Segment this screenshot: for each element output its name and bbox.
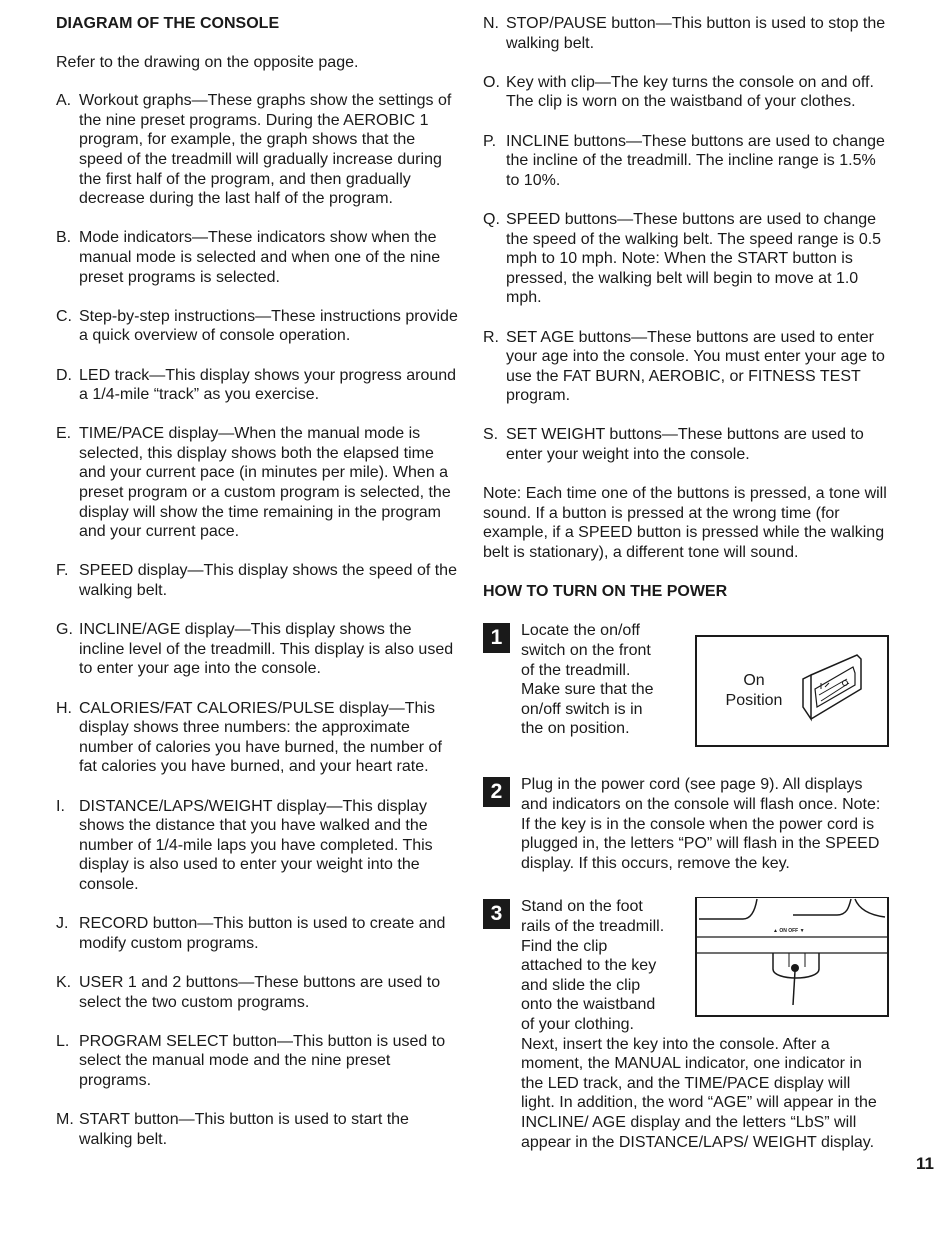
key-insertion-figure xyxy=(695,897,889,1017)
section-title-power: HOW TO TURN ON THE POWER xyxy=(483,583,728,601)
list-item-q: Q. SPEED buttons—These buttons are used to change the speed of the walking belt. The speed range is 0.5 mph to 10 mph. Note: When the START button is pressed, the walking belt will begin to move at 1.0 mph. xyxy=(483,210,882,307)
list-item-j: J. RECORD button—This button is used to create and modify custom programs. xyxy=(56,915,446,952)
list-item-h: H. CALORIES/FAT CALORIES/PULSE display—This display shows three numbers: the approximate number of calories you have burned, the number of fat calories you have burned, and your heart rate. xyxy=(56,699,442,776)
switch-icon xyxy=(799,649,869,729)
right-column xyxy=(483,14,888,1152)
list-item-r: R. SET AGE buttons—These buttons are used to enter your age into the console. You must enter your age to use the FAT BURN, AEROBIC, or FITNESS TEST program. xyxy=(483,328,885,405)
tone-note: Note: Each time one of the buttons is pressed, a tone will sound. If a button is pressed at the wrong time (for example, if a SPEED button is pressed while the walking belt is stationary), a different tone will sound. xyxy=(483,485,887,562)
list-item-o: O. Key with clip—The key turns the console on and off. The clip is worn on the waistband of your clothes. xyxy=(483,73,874,111)
on-position-label: On Position xyxy=(725,672,783,709)
list-item-p: P. INCLINE buttons—These buttons are used to change the incline of the treadmill. The incline range is 1.5% to 10%. xyxy=(483,132,885,189)
step-2-text: Plug in the power cord (see page 9). All displays and indicators on the console will flash once. Note: If the key is in the console when the power cord is plugged in, the letters “PO” will flash in the SPEED display. If this occurs, remove the key. xyxy=(521,776,881,872)
step-number-2: 2 xyxy=(483,777,510,807)
list-item-f: F. SPEED display—This display shows the speed of the walking belt. xyxy=(56,562,457,600)
intro-text: Refer to the drawing on the opposite page. xyxy=(56,53,359,71)
on-position-figure xyxy=(695,635,889,747)
step-3-text: Stand on the foot rails of the treadmill. Find the clip attached to the key and slide the clip onto the waistband of your clothing. xyxy=(521,898,665,1033)
list-item-e: E. TIME/PACE display—When the manual mode is selected, this display shows both the elapsed time and your current pace (in minutes per mile). When a preset program or a custom program is selected, the display will show the time remaining in the program and your current pace. xyxy=(56,425,451,541)
step-3-text-continued: Next, insert the key into the console. After a moment, the MANUAL indicator, one indicator in the LED track, and the TIME/PACE display will light. In addition, the word “AGE” will appear in the INCLINE/ AGE display and the letters “LbS” will appear in the DISTANCE/LAPS/ WEIGHT display. xyxy=(521,1035,877,1151)
list-item-s: S. SET WEIGHT buttons—These buttons are used to enter your weight into the console. xyxy=(483,426,864,464)
console-key-icon xyxy=(697,897,887,1015)
list-item-b: B. Mode indicators—These indicators show when the manual mode is selected and when one of the nine preset programs is selected. xyxy=(56,229,441,286)
list-item-c: C. Step-by-step instructions—These instructions provide a quick overview of console operation. xyxy=(56,307,458,345)
section-title-diagram: DIAGRAM OF THE CONSOLE xyxy=(56,15,280,32)
step-2 xyxy=(483,775,888,873)
list-item-g: G. INCLINE/AGE display—This display shows the incline level of the treadmill. This display is also used to enter your age into the console. xyxy=(56,621,454,678)
step-1 xyxy=(483,621,888,751)
list-item-a: A. Workout graphs—These graphs show the settings of the nine preset programs. During the AEROBIC 1 program, for example, the graph shows that the speed of the treadmill will gradually increase during the first half of the program, and then gradually decrease during the last half of the program. xyxy=(56,92,452,208)
list-item-i: I. DISTANCE/LAPS/WEIGHT display—This display shows the distance that you have walked and the number of 1/4-mile laps you have completed. This display is also used to enter your weight into the console. xyxy=(56,797,433,893)
page-number: 11 xyxy=(916,1154,934,1173)
step-1-text: Locate the on/off switch on the front of the treadmill. Make sure that the on/off switch is in the on position. xyxy=(521,622,654,738)
list-item-k: K. USER 1 and 2 buttons—These buttons are used to select the two custom programs. xyxy=(56,973,441,1011)
step-number-1: 1 xyxy=(483,623,510,653)
list-item-n: N. STOP/PAUSE button—This button is used to stop the walking belt. xyxy=(483,15,886,52)
list-item-d: D. LED track—This display shows your progress around a 1/4-mile “track” as you exercise. xyxy=(56,366,457,404)
list-item-m: M. START button—This button is used to start the walking belt. xyxy=(56,1111,409,1148)
step-number-3: 3 xyxy=(483,899,510,929)
left-column xyxy=(56,14,461,1169)
list-item-l: L. PROGRAM SELECT button—This button is used to select the manual mode and the nine preset programs. xyxy=(56,1032,446,1089)
figure3-label: ▲ ON OFF ▼ xyxy=(773,928,805,935)
step-3 xyxy=(483,897,888,1152)
